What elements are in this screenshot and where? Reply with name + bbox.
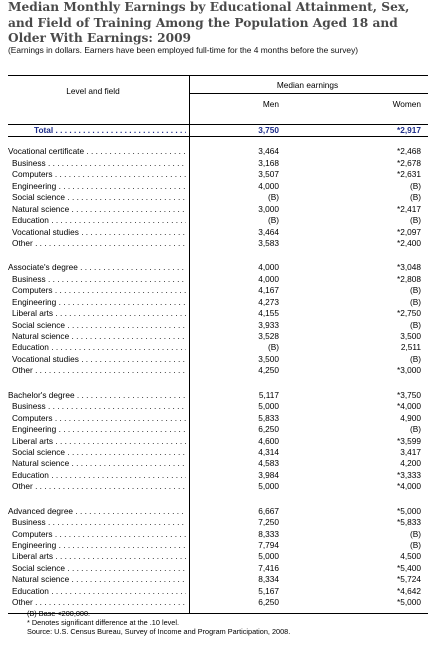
table-row [8,238,428,249]
men-value: 3,933 [258,319,279,330]
table-row [8,262,428,273]
men-value: 8,333 [258,528,279,539]
women-value: 2,511 [400,342,421,353]
table-row [8,470,428,481]
table-section [8,381,428,497]
row-label: Business . . . [12,274,186,285]
women-value: (B) [409,192,421,203]
row-label: Natural science . . . [12,458,186,469]
women-value: *3,048 [397,262,421,273]
men-value: 5,167 [258,585,279,596]
men-value: 3,507 [258,169,279,180]
row-label: Computers . . . [12,413,186,424]
men-value: 4,250 [258,365,279,376]
table-row [8,390,428,401]
women-value: (B) [409,424,421,435]
men-value: 6,250 [258,424,279,435]
men-value: 4,273 [258,296,279,307]
table-row [8,308,428,319]
footnote: * Denotes significant difference at the .10 level. [27,618,179,627]
row-label: Bachelor's degree . . . [8,390,186,401]
women-value: *5,400 [397,562,421,573]
row-label: Natural science . . . [12,574,186,585]
table-row [8,354,428,365]
row-label: Other . . . [12,365,186,376]
women-value: *3,750 [397,389,421,400]
men-value: 3,464 [258,146,279,157]
row-label: Business . . . [12,401,186,412]
women-value: 4,500 [400,551,421,562]
table-row [8,458,428,469]
men-value: (B) [267,215,279,226]
table-row [8,563,428,574]
table-row [8,586,428,597]
row-label: Social science . . . [12,563,186,574]
table-row [8,169,428,180]
table-row [8,297,428,308]
women-value: (B) [409,353,421,364]
table-row [8,204,428,215]
men-value: 4,000 [258,262,279,273]
footnotes [27,609,427,636]
women-value: *2,750 [397,308,421,319]
row-label: Education . . . [12,470,186,481]
table-row [8,158,428,169]
total-men: 3,750 [258,125,279,135]
total-row [8,125,428,137]
women-value: *2,400 [397,237,421,248]
women-value: *5,000 [397,597,421,608]
women-value: *5,833 [397,517,421,528]
men-value: 3,000 [258,203,279,214]
table-row [8,401,428,412]
table-row [8,424,428,435]
women-value: (B) [409,215,421,226]
page-subtitle: (Earnings in dollars. Earners have been employed full-time for the 4 months before the survey) [8,45,359,55]
row-label: Advanced degree . . . [8,506,186,517]
row-label: Computers . . . [12,285,186,296]
table-row [8,574,428,585]
men-value: 4,000 [258,273,279,284]
men-value: 4,314 [258,446,279,457]
women-value: *2,808 [397,273,421,284]
women-value: (B) [409,319,421,330]
row-label: Computers . . . [12,529,186,540]
total-label: Total . . . [34,125,186,136]
women-value: *2,468 [397,146,421,157]
table-row [8,517,428,528]
women-value: *4,642 [397,585,421,596]
table-row [8,285,428,296]
row-label: Associate's degree . . . [8,262,186,273]
row-label: Engineering . . . [12,540,186,551]
men-value: 6,667 [258,505,279,516]
women-value: 4,900 [400,412,421,423]
men-value: 5,833 [258,412,279,423]
men-value: 5,000 [258,551,279,562]
women-value: *5,000 [397,505,421,516]
median-earnings-header: Median earnings [276,80,339,90]
men-value: 5,000 [258,481,279,492]
men-value: 6,250 [258,597,279,608]
men-value: (B) [267,192,279,203]
table-row [8,192,428,203]
row-label: Liberal arts . . . [12,551,186,562]
women-value: *5,724 [397,574,421,585]
row-label: Business . . . [12,158,186,169]
row-label: Liberal arts . . . [12,308,186,319]
table-header [8,75,428,125]
men-value: 5,117 [258,389,279,400]
row-label: Engineering . . . [12,297,186,308]
men-value: 5,000 [258,401,279,412]
women-value: (B) [409,540,421,550]
footnote: (B) Base <200,000. [27,609,91,618]
footnote: Source: U.S. Census Bureau, Survey of Income and Program Participation, 2008. [27,627,291,636]
table-body [8,125,428,614]
row-label: Computers . . . [12,169,186,180]
women-value: (B) [409,285,421,296]
row-label: Education . . . [12,342,186,353]
men-value: 4,000 [258,180,279,191]
row-label: Social science . . . [12,192,186,203]
men-column-header: Men [262,99,279,109]
table-row [8,529,428,540]
men-value: 4,583 [258,458,279,469]
table-section [8,137,428,253]
table-row [8,181,428,192]
row-label: Other . . . [12,238,186,249]
table-row [8,342,428,353]
women-value: 4,200 [400,458,421,469]
women-value: *4,000 [397,401,421,412]
page-title: Median Monthly Earnings by Educational Attainment, Sex, and Field of Training Among the Population Aged 18 and Older With Earnings: 2009 [8,0,410,45]
row-label: Vocational certificate . . . [8,146,186,157]
women-value: (B) [409,180,421,191]
table-section [8,497,428,613]
table-row [8,447,428,458]
row-label: Social science . . . [12,320,186,331]
women-value: *3,333 [397,469,421,480]
total-women: *2,917 [397,125,421,135]
row-label: Social science . . . [12,447,186,458]
row-label: Education . . . [12,586,186,597]
women-column-header: Women [392,99,421,109]
row-label: Liberal arts . . . [12,436,186,447]
earnings-table [8,75,428,614]
women-value: *2,678 [397,157,421,168]
men-value: 4,600 [258,435,279,446]
table-row [8,331,428,342]
men-value: 4,155 [258,308,279,319]
table-row [8,146,428,157]
row-label: Natural science . . . [12,331,186,342]
level-field-header: Level and field [66,86,120,96]
row-label: Other . . . [12,481,186,492]
table-row [8,540,428,551]
table-row [8,215,428,226]
women-value: *3,599 [397,435,421,446]
women-value: *2,417 [397,203,421,214]
men-value: 4,167 [258,285,279,296]
women-value: 3,417 [400,446,421,457]
men-value: 7,250 [258,517,279,528]
men-value: 8,334 [258,574,279,585]
men-value: 3,168 [258,157,279,168]
women-value: *4,000 [397,481,421,492]
men-value: 7,794 [258,540,279,550]
row-label: Business . . . [12,517,186,528]
women-value: (B) [409,528,421,539]
men-value: 7,416 [258,562,279,573]
women-value: *2,097 [397,226,421,237]
table-row [8,481,428,492]
row-label: Vocational studies . . . [12,227,186,238]
women-value: 3,500 [400,331,421,341]
table-row [8,413,428,424]
men-value: 3,464 [258,226,279,237]
men-value: (B) [267,342,279,353]
table-row [8,551,428,562]
men-value: 3,500 [258,353,279,364]
table-row [8,436,428,447]
row-label: Engineering . . . [12,424,186,435]
row-label: Education . . . [12,215,186,226]
row-label: Vocational studies . . . [12,354,186,365]
row-label: Engineering . . . [12,181,186,192]
row-label: Other . . . [12,597,186,608]
women-value: *2,631 [397,169,421,180]
table-row [8,506,428,517]
table-row [8,320,428,331]
table-row [8,597,428,608]
table-section [8,253,428,380]
table-row [8,274,428,285]
table-row [8,365,428,376]
men-value: 3,528 [258,331,279,341]
women-value: (B) [409,296,421,307]
men-value: 3,984 [258,469,279,480]
women-value: *3,000 [397,365,421,376]
table-row [8,227,428,238]
row-label: Natural science . . . [12,204,186,215]
men-value: 3,583 [258,237,279,248]
